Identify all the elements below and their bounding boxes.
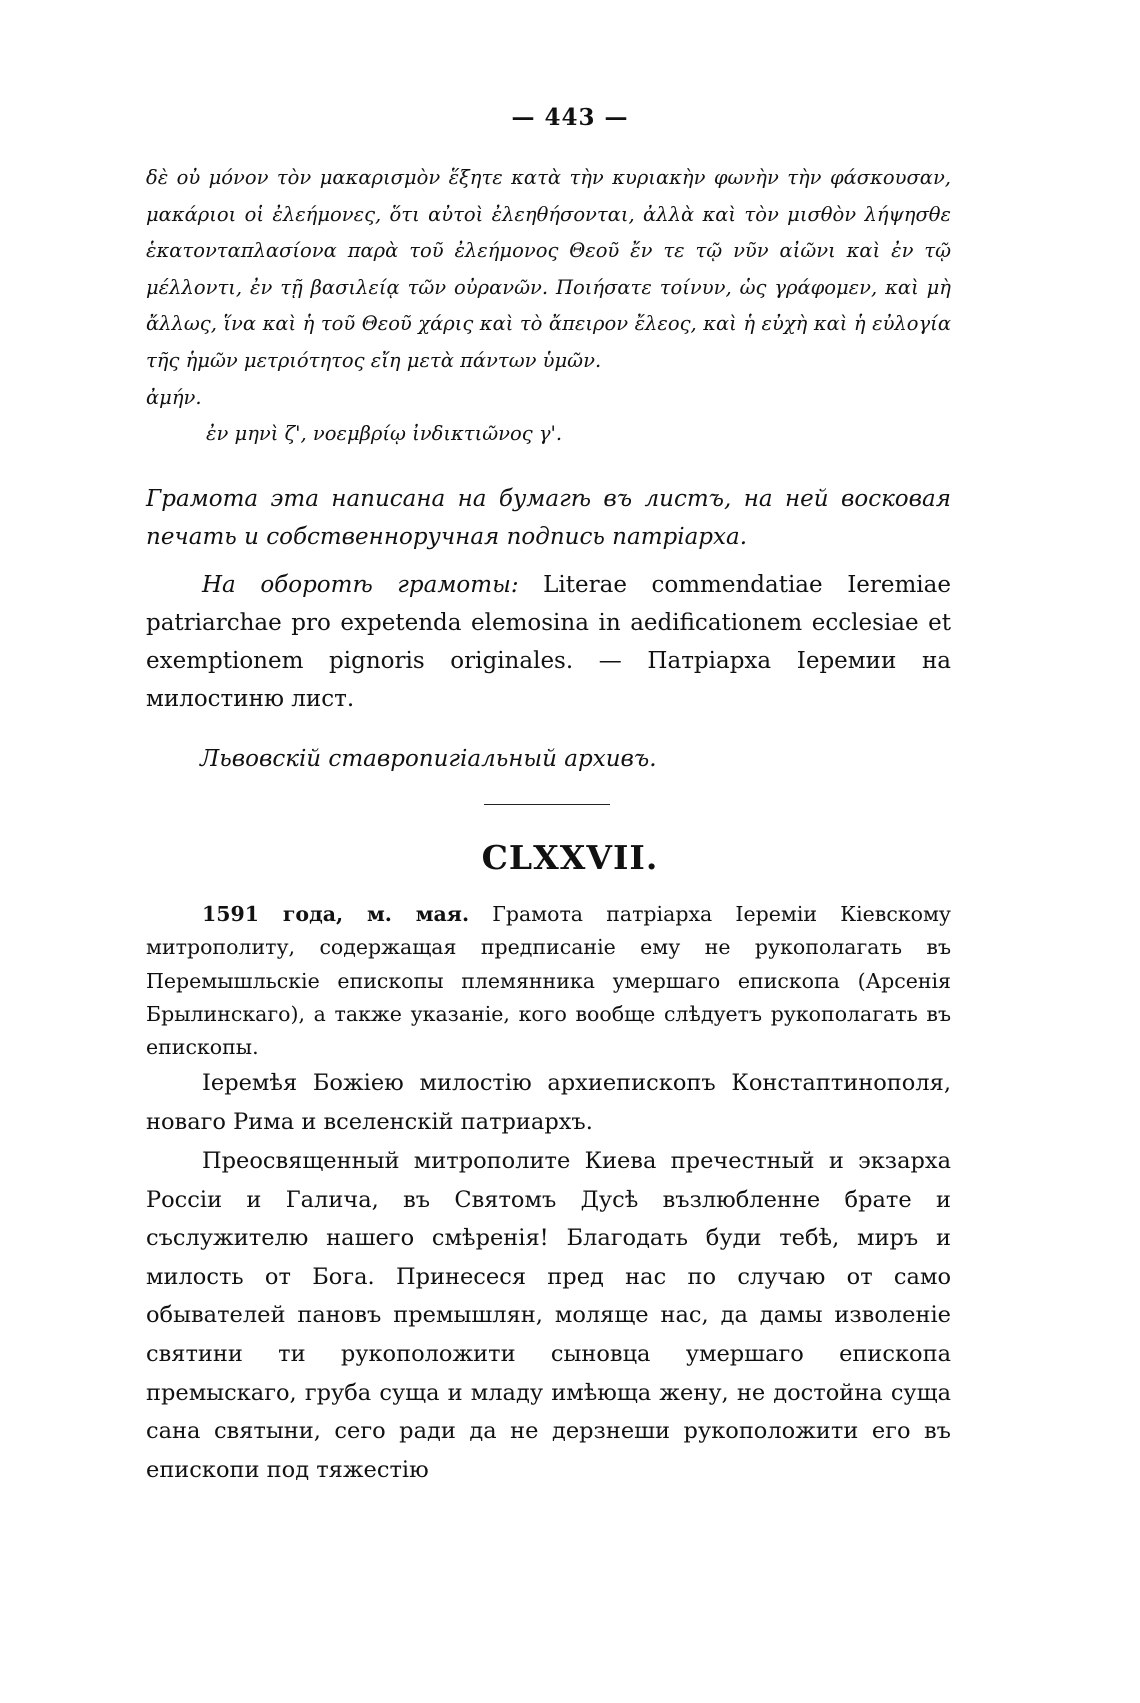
section-summary — [146, 898, 951, 1064]
page-number: — 443 — — [511, 104, 629, 131]
verso-note — [146, 566, 951, 718]
summary-date: 1591 года, м. мая. — [202, 902, 470, 926]
archive-source: Львовскій ставропигіальный архивъ. — [200, 746, 657, 772]
greek-amen: ἀμήν. — [146, 385, 202, 409]
letter-paragraph-1: Іеремѣя Божіею милостію архиепископъ Констаптинополя, новаго Рима и вселенскій патриархъ. — [146, 1070, 951, 1135]
greek-dateline: ἐν μηνὶ ζ', νοεμβρίῳ ἰνδικτιῶνος γ'. — [206, 422, 563, 446]
greek-text-block — [146, 160, 951, 453]
summary-text: Грамота патріарха Іереміи Кіевскому митрополиту, содержащая предписаніе ему не рукополагать въ Перемышльскіе епископы племянника умершаго епископа (Арсенія Брылинскаго), а также указаніе, кого вообще слѣдуетъ рукополагать въ епископы. — [146, 902, 951, 1060]
verso-label: На оборотѣ грамоты: — [202, 572, 519, 598]
letter-paragraph-2: Преосвященный митрополите Киева пречестный и экзарха Россіи и Галича, въ Святомъ Дусѣ възлюбленне брате и съслужителю нашего смѣренія! Благодать буди тебѣ, миръ и милость от Бога. Принесеся пред нас по случаю от само обывателей пановъ премышлян, моляще нас, да дамы изволеніе святини ти рукоположити сыновца умершаго епископа премыскаго, груба суща и младу имѣюща жену, не достойна суща сана святыни, сего ради да не дерзнеши рукоположити его въ епископи под тяжестію — [146, 1148, 951, 1483]
greek-body: δὲ οὐ μόνον τὸν μακαρισμὸν ἕξητε κατὰ τὴν κυριακὴν φωνὴν τὴν φάσκουσαν, μακάριοι οἱ ἐλεήμονες, ὅτι αὐτοὶ ἐλεηθήσονται, ἀλλὰ καὶ τὸν μισθὸν λήψησθε ἑκατονταπλασίονα παρὰ τοῦ ἐλεήμονος Θεοῦ ἔν τε τῷ νῦν αἰῶνι καὶ ἐν τῷ μέλλοντι, ἐν τῇ βασιλείᾳ τῶν οὐρανῶν. Ποιήσατε τοίνυν, ὡς γράφομεν, καὶ μὴ ἄλλως, ἵνα καὶ ἡ τοῦ Θεοῦ χάρις καὶ τὸ ἄπειρον ἔλεος, καὶ ἡ εὐχὴ καὶ ἡ εὐλογία τῆς ἡμῶν μετριότητος εἴη μετὰ πάντων ὑμῶν. — [146, 166, 951, 372]
document-description-note: Грамота эта написана на бумагѣ въ листъ, на ней восковая печать и собственноручная подпись патріарха. — [146, 486, 951, 550]
section-title: CLXXVII. — [481, 838, 659, 877]
section-divider — [484, 804, 610, 805]
verso-text: Literae commendatiae Ieremiae patriarchae pro expetenda elemosina in aedificationem ecclesiae et exemptionem pignoris originales. — Патріарха Іеремии на милостиню лист. — [146, 572, 951, 712]
